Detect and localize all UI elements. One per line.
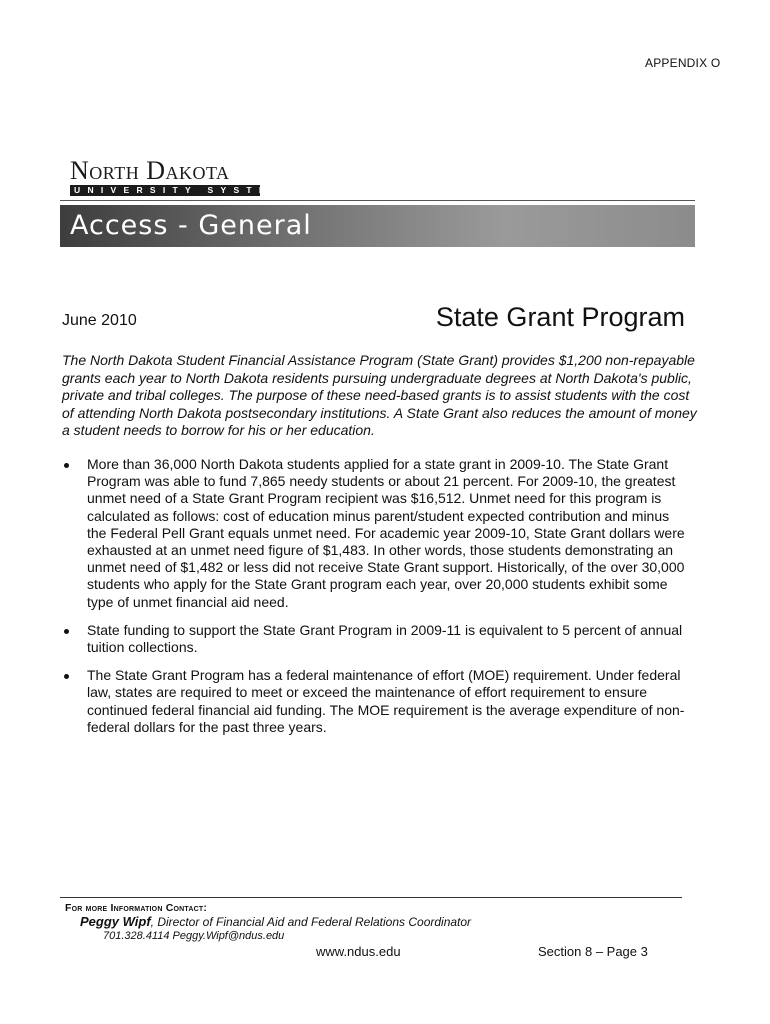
contact-person <box>80 914 471 929</box>
logo-title: North Dakota <box>70 156 230 185</box>
bullet-icon <box>64 674 69 679</box>
document-date: June 2010 <box>62 312 137 329</box>
contact-heading: For more Information Contact: <box>65 902 208 914</box>
bullet-list <box>60 456 690 747</box>
document-title: State Grant Program <box>435 302 685 332</box>
section-banner <box>60 205 695 247</box>
bullet-icon <box>64 629 69 634</box>
logo-subtitle-bar: UNIVERSITY SYSTEM <box>70 185 260 196</box>
contact-title: , Director of Financial Aid and Federal Relations Coordinator <box>150 915 472 929</box>
header-rule <box>60 200 695 201</box>
bullet-text: The State Grant Program has a federal maintenance of effort (MOE) requirement. Under federal law, states are required to meet or exceed the maintenance of effort requirement to ensure continued federal financial aid funding. The MOE requirement is the average expenditure of non-federal dollars for the past three years. <box>87 667 685 735</box>
bullet-text: State funding to support the State Grant Program in 2009-11 is equivalent to 5 percent of annual tuition collections. <box>87 621 683 656</box>
website-link[interactable]: www.ndus.edu <box>316 944 401 959</box>
intro-paragraph: The North Dakota Student Financial Assistance Program (State Grant) provides $1,200 non-repayable grants each year to North Dakota residents pursuing undergraduate degrees at North Dakota's public, private and tribal colleges. The purpose of these need-based grants is to assist students with the cost of attending North Dakota postsecondary institutions. A State Grant also reduces the amount of money a student needs to borrow for his or her education. <box>62 352 697 439</box>
page-reference: Section 8 – Page 3 <box>538 944 648 959</box>
bullet-icon <box>64 463 69 468</box>
bullet-item <box>60 667 690 736</box>
banner-title: Access - General <box>70 210 312 241</box>
bullet-item <box>60 456 690 611</box>
appendix-label: APPENDIX O <box>645 56 721 70</box>
contact-name: Peggy Wipf <box>80 914 151 929</box>
bullet-text: More than 36,000 North Dakota students applied for a state grant in 2009-10. The State Grant Program was able to fund 7,865 needy students or about 21 percent. For 2009-10, the greatest unmet need of a State Grant Program recipient was $16,512. Unmet need for this program is calculated as follows: cost of education minus parent/student expected contribution and minus the Federal Pell Grant equals unmet need. For academic year 2009-10, State Grant dollars were exhausted at an unmet need figure of $1,483. In other words, those students demonstrating an unmet need of $1,482 or less did not receive State Grant support. Historically, of the over 30,000 students who apply for the State Grant program each year, over 20,000 students exhibit some type of unmet financial aid need. <box>87 456 685 610</box>
footer-rule <box>60 897 682 898</box>
bullet-item <box>60 622 690 656</box>
contact-details: 701.328.4114 Peggy.Wipf@ndus.edu <box>103 930 285 942</box>
